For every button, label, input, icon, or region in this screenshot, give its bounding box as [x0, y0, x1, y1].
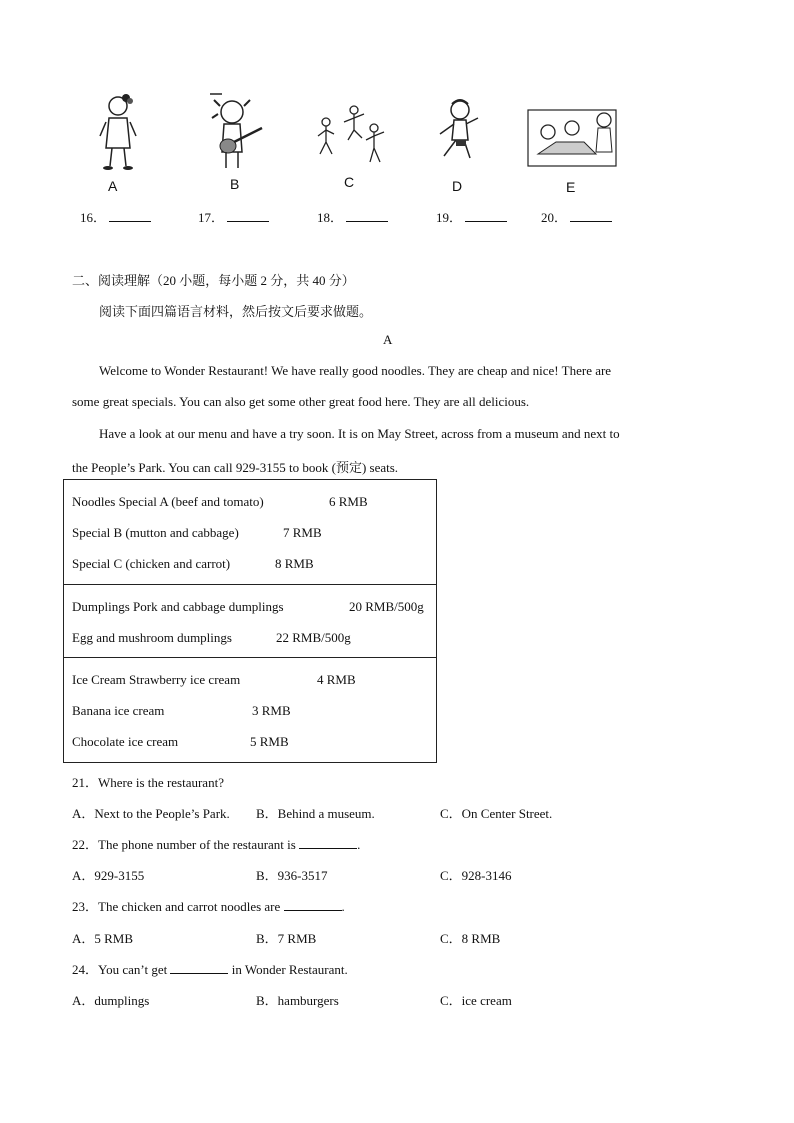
- menu-price: 6 RMB: [329, 494, 368, 509]
- teacher-students-icon: [526, 92, 618, 172]
- menu-item: Dumplings Pork and cabbage dumplings: [72, 599, 284, 614]
- menu-price: 5 RMB: [250, 734, 289, 749]
- menu-price: 4 RMB: [317, 672, 356, 687]
- menu-price: 3 RMB: [252, 703, 291, 718]
- girl-standing-icon: [92, 92, 144, 172]
- menu-item: Chocolate ice cream: [72, 734, 179, 749]
- answer-blank-17[interactable]: 17．: [198, 207, 269, 226]
- passage-label: A: [383, 332, 393, 347]
- boy-running-icon: [430, 92, 486, 172]
- menu-divider: [64, 584, 436, 585]
- menu-item: Ice Cream Strawberry ice cream: [72, 672, 241, 687]
- question-21-option-a[interactable]: A．Next to the People’s Park.: [72, 806, 230, 821]
- question-21-option-c[interactable]: C．On Center Street.: [440, 806, 553, 821]
- passage-p1-line1: Welcome to Wonder Restaurant! We have really good noodles. They are cheap and nice! There are: [99, 363, 612, 378]
- picture-letter-a: A: [108, 178, 118, 194]
- question-21-stem: 21．Where is the restaurant?: [72, 775, 224, 790]
- question-23-option-a[interactable]: A．5 RMB: [72, 931, 134, 946]
- menu-divider: [64, 657, 436, 658]
- section-instruction: 阅读下面四篇语言材料，然后按文后要求做题。: [99, 304, 373, 319]
- picture-letter-b: B: [230, 176, 240, 192]
- menu-price: 8 RMB: [275, 556, 314, 571]
- picture-letter-c: C: [344, 174, 355, 190]
- answer-blank-16[interactable]: 16．: [80, 207, 151, 226]
- picture-e: [526, 92, 618, 172]
- menu-table: [63, 479, 437, 763]
- menu-item: Special C (chicken and carrot): [72, 556, 231, 571]
- question-23-stem: 23．The chicken and carrot noodles are .: [72, 899, 345, 914]
- menu-item: Noodles Special A (beef and tomato): [72, 494, 264, 509]
- question-24-stem: 24．You can’t get in Wonder Restaurant.: [72, 962, 348, 977]
- menu-price: 22 RMB/500g: [276, 630, 351, 645]
- menu-item: Egg and mushroom dumplings: [72, 630, 232, 645]
- section-heading: 二、阅读理解（20 小题，每小题 2 分，共 40 分）: [72, 273, 355, 288]
- answer-blank[interactable]: [299, 837, 357, 849]
- answer-blank[interactable]: [170, 962, 228, 974]
- question-22-option-b[interactable]: B．936-3517: [256, 868, 328, 883]
- picture-d: [430, 92, 486, 172]
- question-24-option-b[interactable]: B．hamburgers: [256, 993, 339, 1008]
- passage-p2-line1: Have a look at our menu and have a try soon. It is on May Street, across from a museum and next to: [99, 426, 620, 441]
- girl-guitar-icon: [206, 92, 266, 172]
- question-22-option-c[interactable]: C．928-3146: [440, 868, 512, 883]
- picture-b: [206, 92, 266, 172]
- menu-price: 7 RMB: [283, 525, 322, 540]
- answer-blank[interactable]: [284, 899, 342, 911]
- menu-item: Banana ice cream: [72, 703, 165, 718]
- passage-p2-line2: the People’s Park. You can call 929-3155 to book (预定) seats.: [72, 460, 399, 475]
- question-22-option-a[interactable]: A．929-3155: [72, 868, 145, 883]
- picture-letter-e: E: [566, 179, 576, 195]
- question-23-option-c[interactable]: C．8 RMB: [440, 931, 501, 946]
- question-22-stem: 22．The phone number of the restaurant is .: [72, 837, 361, 852]
- menu-price: 20 RMB/500g: [349, 599, 424, 614]
- answer-blank-20[interactable]: 20．: [541, 207, 612, 226]
- question-21-option-b[interactable]: B．Behind a museum.: [256, 806, 375, 821]
- menu-item: Special B (mutton and cabbage): [72, 525, 239, 540]
- question-24-option-c[interactable]: C．ice cream: [440, 993, 512, 1008]
- passage-p1-line2: some great specials. You can also get some other great food here. They are all delicious.: [72, 394, 530, 409]
- picture-a: [92, 92, 144, 172]
- answer-blank-19[interactable]: 19．: [436, 207, 507, 226]
- question-23-option-b[interactable]: B．7 RMB: [256, 931, 317, 946]
- question-24-option-a[interactable]: A．dumplings: [72, 993, 150, 1008]
- kids-playing-icon: [312, 92, 390, 172]
- picture-letter-d: D: [452, 178, 463, 194]
- answer-blank-18[interactable]: 18．: [317, 207, 388, 226]
- picture-c: [312, 92, 390, 172]
